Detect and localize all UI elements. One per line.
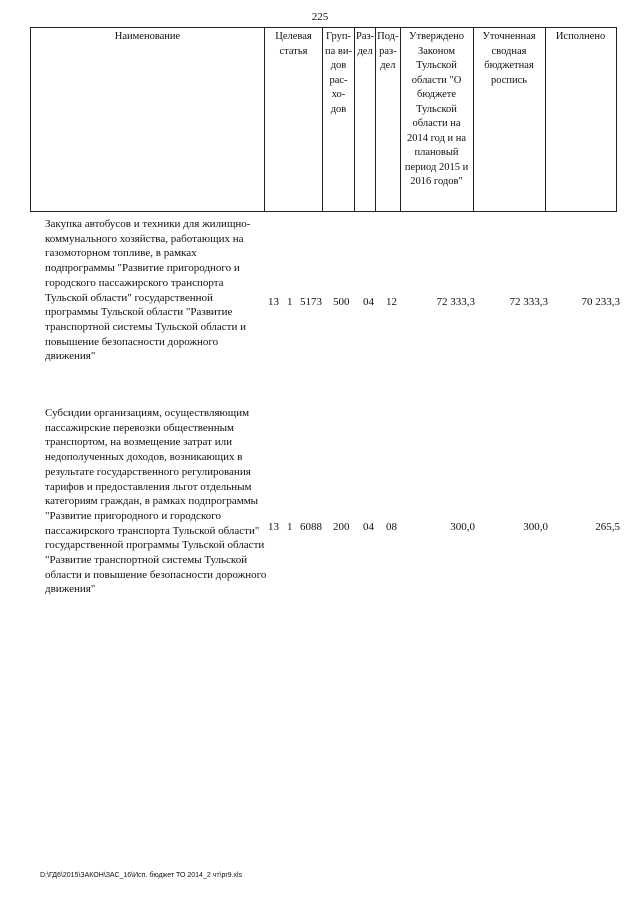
header-subsection: Под-раз-дел bbox=[376, 28, 400, 212]
row-revised: 300,0 bbox=[523, 521, 548, 533]
row-expense-group: 200 bbox=[333, 521, 350, 533]
header-expense-group: Груп-па ви-дов рас-хо-дов bbox=[323, 28, 355, 212]
row-code-a: 13 bbox=[268, 521, 279, 533]
header-section: Раз-дел bbox=[355, 28, 376, 212]
row-code-a: 13 bbox=[268, 296, 279, 308]
row-approved: 300,0 bbox=[450, 521, 475, 533]
row-code-c: 5173 bbox=[300, 296, 322, 308]
row-code-c: 6088 bbox=[300, 521, 322, 533]
page-number: 225 bbox=[311, 11, 329, 23]
row-subsection: 12 bbox=[386, 296, 397, 308]
row-name: Закупка автобусов и техники для жилищно-коммунального хозяйства, работающих на газомоторном топливе, в рамках подпрограммы "Развитие пригородного и городского пассажирского транспорта Тульской области" государственной программы Тульской области "Развитие транспортной системы Тульской области и повышение безопасности дорожного движения" bbox=[45, 218, 251, 363]
row-executed: 265,5 bbox=[595, 521, 620, 533]
row-code-b: 1 bbox=[287, 521, 293, 533]
row-expense-group: 500 bbox=[333, 296, 350, 308]
row-approved: 72 333,3 bbox=[436, 296, 475, 308]
row-code-b: 1 bbox=[287, 296, 293, 308]
row-name: Субсидии организациям, осуществляющим пассажирские перевозки общественным транспортом, на возмещение затрат или недополученных доходов, возникающих в результате государственного регулирования тарифов и предоставления льгот отдельным категориям граждан, в рамках подпрограммы "Развитие пригородного и городского пассажирского транспорта Тульской области" государственной программы Тульской области "Развитие транспортной системы Тульской области и повышение безопасности дорожного движения" bbox=[45, 407, 267, 596]
header-revised: Уточненная сводная бюджетная роспись bbox=[473, 28, 545, 212]
header-name: Наименование bbox=[31, 28, 265, 212]
table-row bbox=[0, 217, 640, 387]
header-executed: Исполнено bbox=[545, 28, 616, 212]
footer-file-path: D:\ГД6\2015\ЗАКОН\ЗАС_16\Исп. бюджет ТО 2014_2 чт\pr9.xls bbox=[40, 872, 243, 879]
row-revised: 72 333,3 bbox=[509, 296, 548, 308]
row-section: 04 bbox=[363, 296, 374, 308]
row-section: 04 bbox=[363, 521, 374, 533]
header-approved: Утверждено Законом Тульской области "О бюджете Тульской области на 2014 год и на плановый период 2015 и 2016 годов" bbox=[400, 28, 473, 212]
table-header bbox=[30, 27, 617, 212]
row-subsection: 08 bbox=[386, 521, 397, 533]
row-executed: 70 233,3 bbox=[581, 296, 620, 308]
table-row bbox=[0, 406, 640, 656]
header-target-article: Целевая статья bbox=[265, 28, 323, 212]
